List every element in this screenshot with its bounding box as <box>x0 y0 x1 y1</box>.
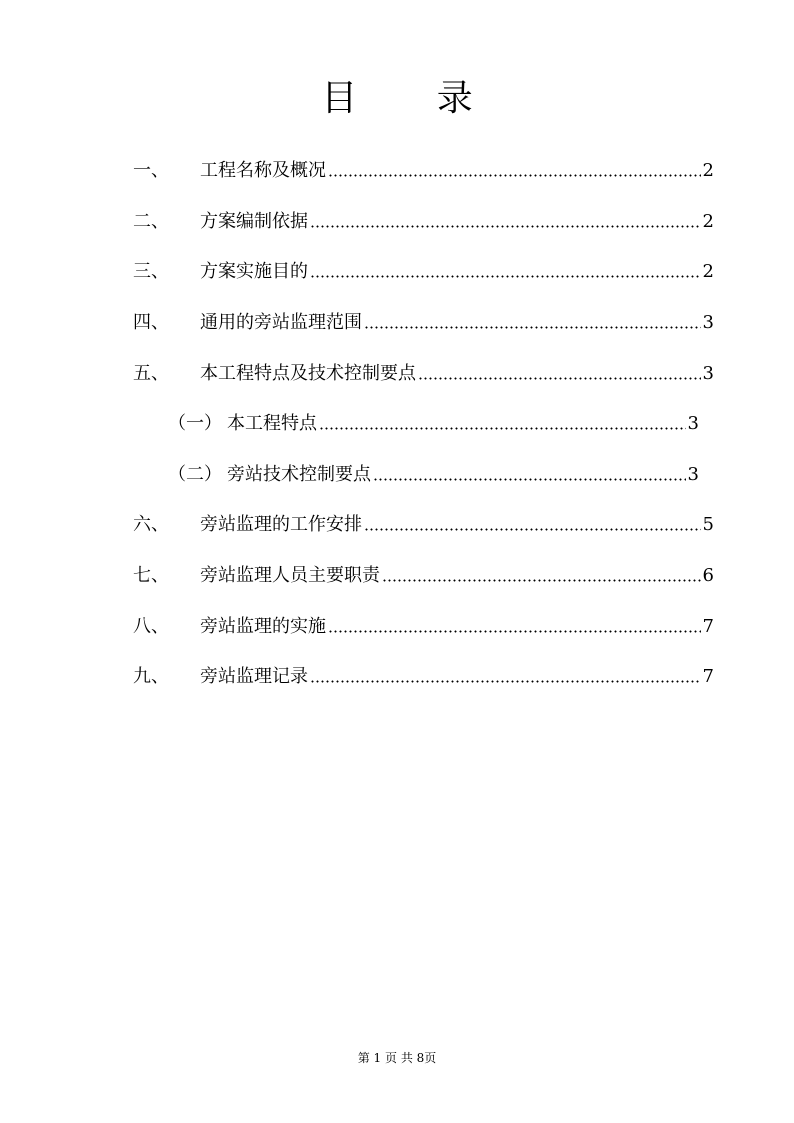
toc-entry-page: 3 <box>687 464 699 485</box>
toc-entry-label: 工程名称及概况 <box>200 160 326 181</box>
toc-entry-page: 6 <box>702 565 714 586</box>
toc-entry[interactable] <box>133 156 714 186</box>
toc-entry-label: 旁站监理的工作安排 <box>200 514 362 535</box>
toc-entry-page: 7 <box>702 666 714 687</box>
toc-entry-page: 7 <box>702 616 714 637</box>
toc-entry-label: 方案编制依据 <box>200 211 308 232</box>
toc-entry-label: 旁站监理的实施 <box>200 616 326 637</box>
toc-dot-leader <box>373 460 686 490</box>
toc-dot-leader <box>364 308 701 338</box>
toc-entry[interactable] <box>133 510 714 540</box>
toc-dot-leader <box>382 561 701 591</box>
toc-dot-leader <box>319 409 686 439</box>
toc-dot-leader <box>418 359 701 389</box>
toc-entry-label: 方案实施目的 <box>200 261 308 282</box>
toc-entry[interactable] <box>133 561 714 591</box>
toc-entry[interactable] <box>133 308 714 338</box>
toc-entry-label: 旁站监理记录 <box>200 666 308 687</box>
toc-entry-number: 六、 <box>133 514 169 535</box>
toc-entry[interactable] <box>133 359 714 389</box>
page-footer: 第 1 页 共 8页 <box>357 1051 437 1065</box>
toc-entry-page: 3 <box>702 312 714 333</box>
toc-dot-leader <box>310 257 701 287</box>
toc-entry[interactable] <box>133 257 714 287</box>
toc-entry-number: 七、 <box>133 565 169 586</box>
toc-entry-number: 八、 <box>133 616 169 637</box>
toc-entry-label: 本工程特点 <box>227 413 317 434</box>
toc-entry[interactable] <box>133 662 714 692</box>
toc-entry-number: 九、 <box>133 666 169 687</box>
toc-entry-page: 3 <box>702 363 714 384</box>
toc-entry-page: 2 <box>702 211 714 232</box>
toc-dot-leader <box>364 510 701 540</box>
toc-entry-number: 五、 <box>133 363 169 384</box>
toc-subentry[interactable] <box>168 409 699 439</box>
toc-dot-leader <box>310 207 701 237</box>
toc-entry-label: 旁站技术控制要点 <box>227 464 371 485</box>
toc-dot-leader <box>310 662 701 692</box>
toc-entry-number: 三、 <box>133 261 169 282</box>
toc-entry[interactable] <box>133 612 714 642</box>
toc-entry-label: 本工程特点及技术控制要点 <box>200 363 416 384</box>
toc-entry-number: （一） <box>168 413 222 434</box>
toc-entry-label: 通用的旁站监理范围 <box>200 312 362 333</box>
toc-entry-number: 四、 <box>133 312 169 333</box>
toc-entry-page: 5 <box>702 514 714 535</box>
toc-entry-page: 3 <box>687 413 699 434</box>
toc-entry-page: 2 <box>702 261 714 282</box>
toc-subentry[interactable] <box>168 460 699 490</box>
toc-entry-number: 一、 <box>133 160 169 181</box>
toc-entry[interactable] <box>133 207 714 237</box>
toc-entry-number: （二） <box>168 464 222 485</box>
toc-title: 目 录 <box>321 78 507 119</box>
toc-entry-label: 旁站监理人员主要职责 <box>200 565 380 586</box>
toc-entry-number: 二、 <box>133 211 169 232</box>
toc-dot-leader <box>328 156 701 186</box>
toc-entry-page: 2 <box>702 160 714 181</box>
toc-dot-leader <box>328 612 701 642</box>
